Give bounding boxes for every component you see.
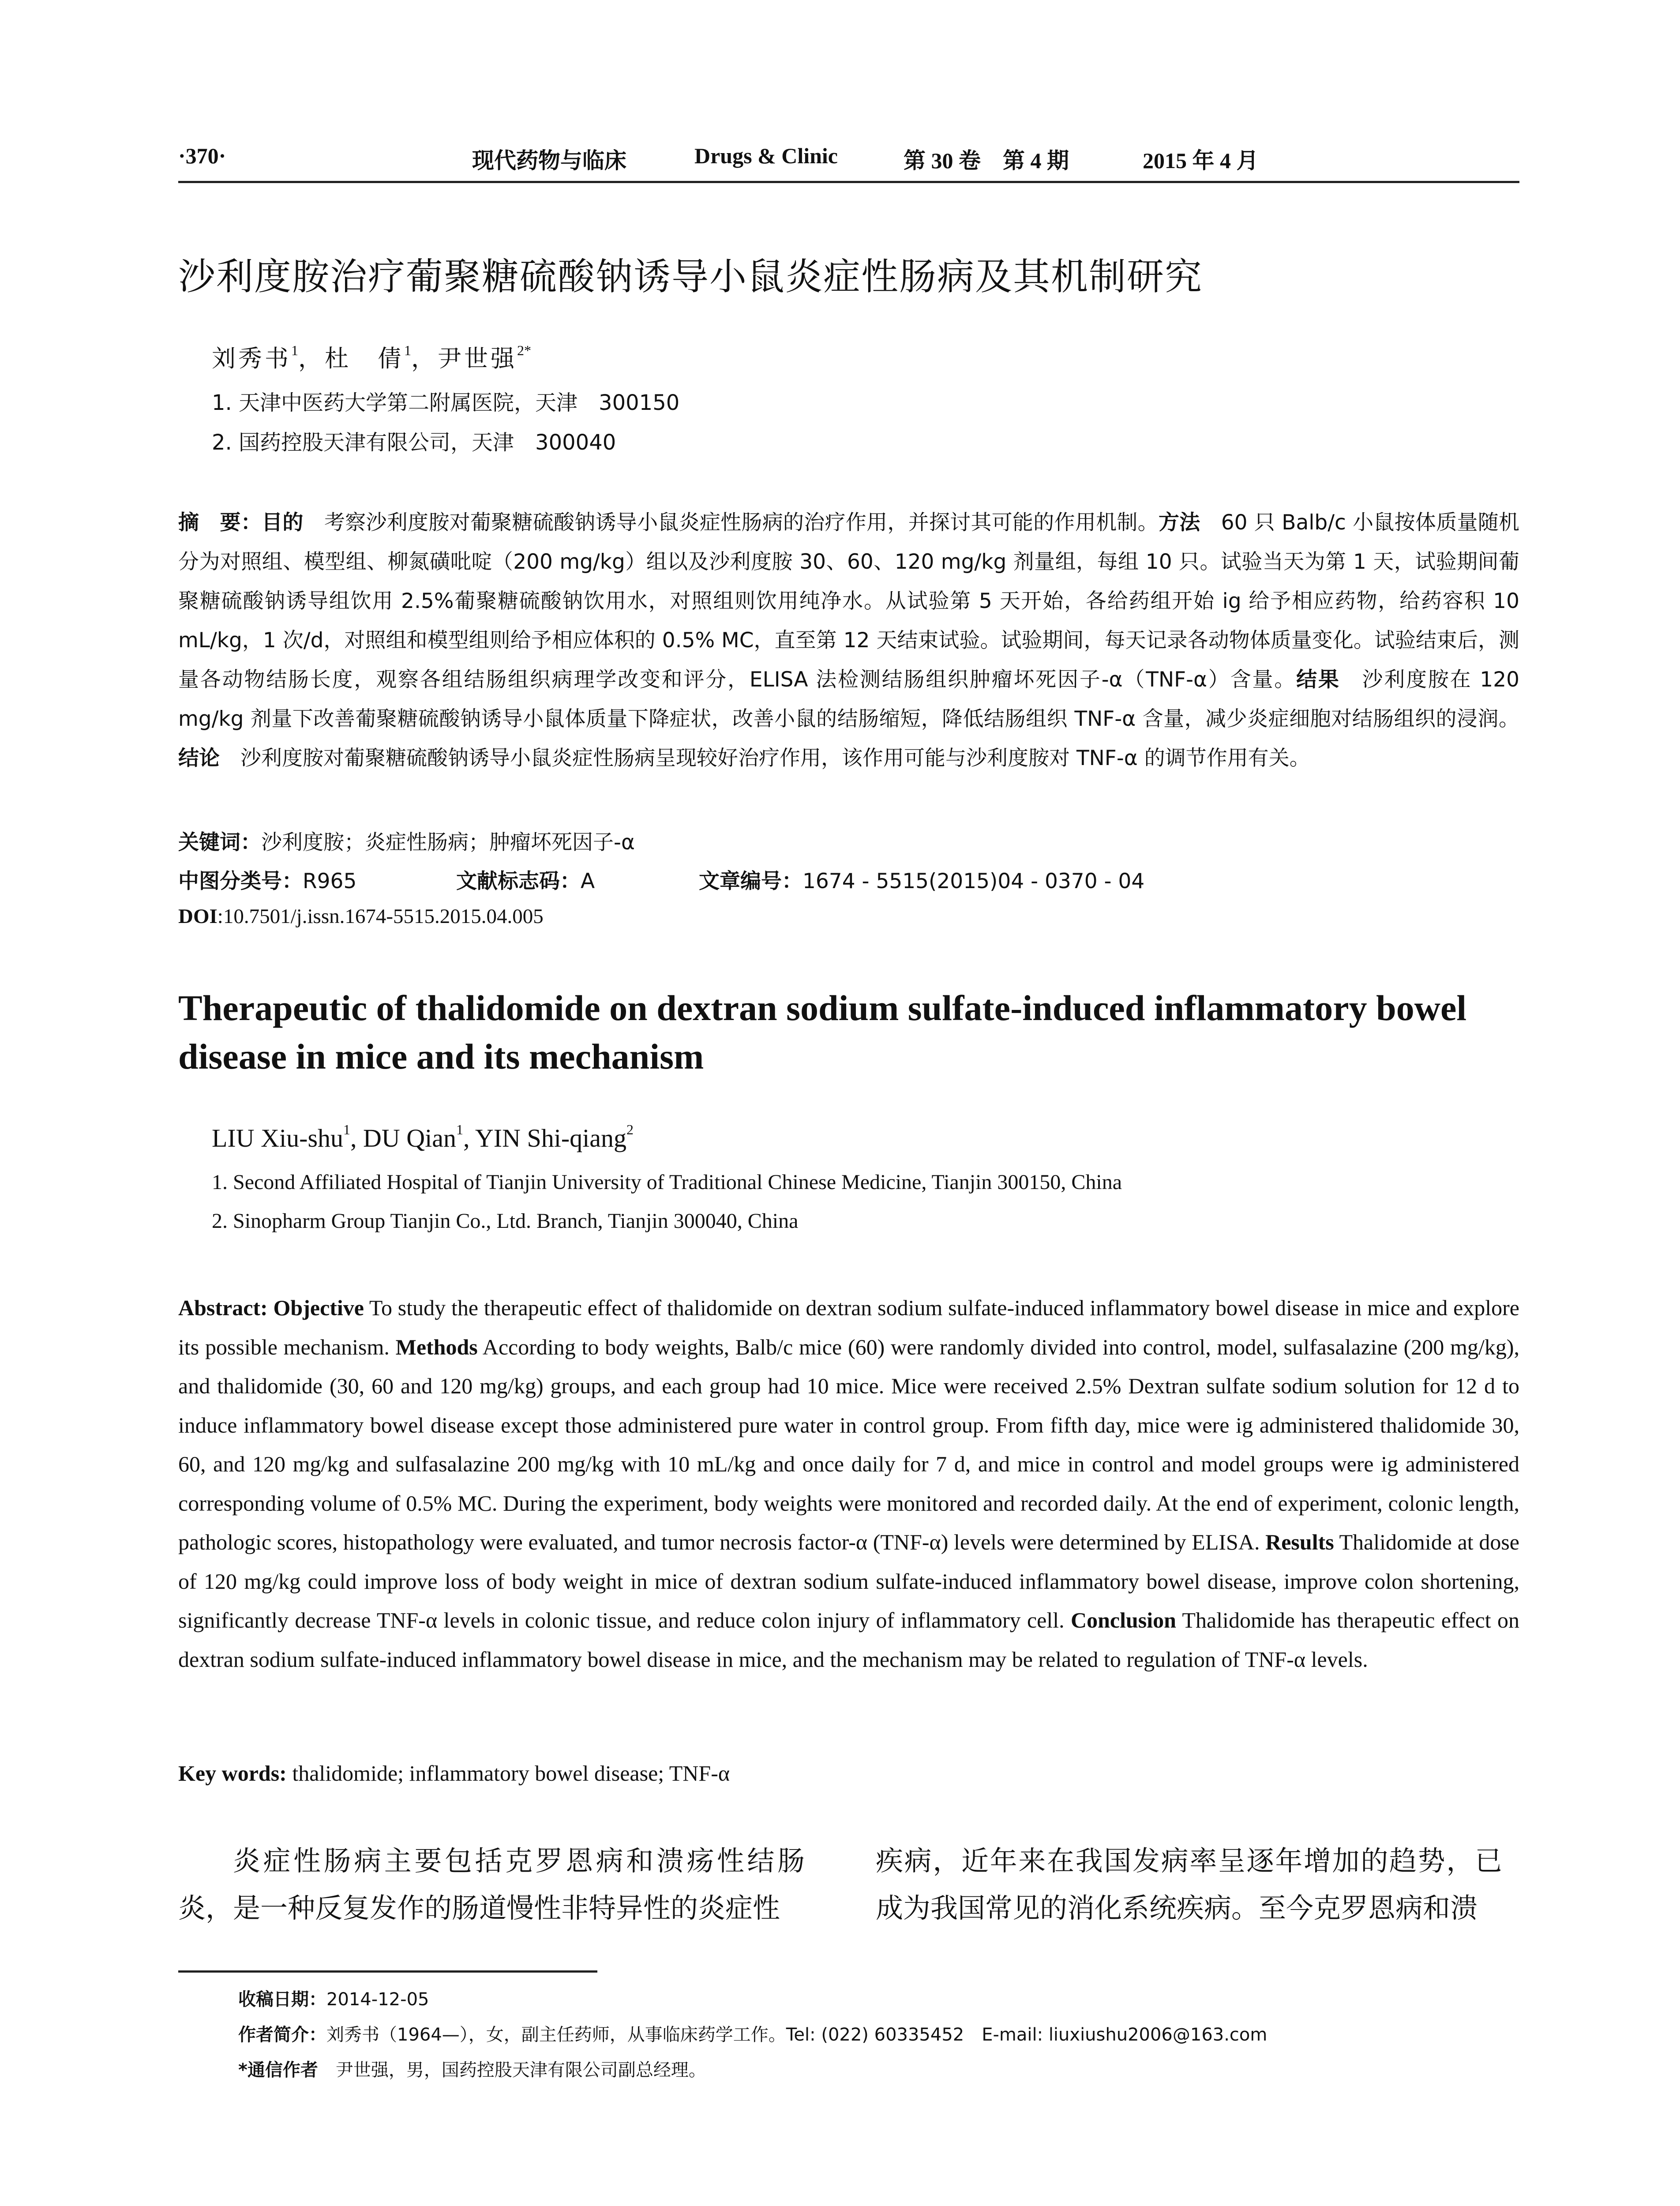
en-authors: LIU Xiu-shu$^1$, DU Qian$^1$, YIN Shi-qiang$^2$	[212, 1122, 634, 1152]
en-keywords	[178, 1760, 730, 1786]
cn-keywords-text: 沙利度胺；炎症性肠病；肿瘤坏死因子-α	[261, 830, 635, 855]
footnote-divider	[178, 1970, 597, 1973]
cn-objective-text: 考察沙利度胺对葡聚糖硫酸钠诱导小鼠炎症性肠病的治疗作用，并探讨其可能的作用机制。	[303, 510, 1159, 535]
cn-affiliation: 1. 天津中医药大学第二附属医院，天津 300150	[212, 390, 680, 415]
doi-label: DOI	[178, 905, 218, 928]
cn-keywords	[178, 826, 635, 855]
cn-author-name: 尹世强	[438, 345, 517, 372]
en-keywords-label: Key words:	[178, 1761, 292, 1786]
en-methods-text: According to body weights, Balb/c mice (60) were randomly divided into control, model, sulfasalazine (200 mg/kg), and thalidomide (30, 60 and 120 mg/kg) groups, and each group had 10 mice. Mice were received 2.5% Dextran sulfate sodium solution for 12 d to induce inflammatory bowel disease except those administered pure water in control group. From fifth day, mice were ig administered thalidomide 30, 60, and 120 mg/kg and sulfasalazine 200 mg/kg with 10 mL/kg and once daily for 7 d, and mice in control and model groups were ig administered corresponding volume of 0.5% MC. During the experiment, body weights were monitored and recorded daily. At the end of experiment, colonic length, pathologic scores, histopathology were evaluated, and tumor necrosis factor-α (TNF-α) levels were determined by ELISA.	[178, 1334, 1519, 1554]
en-methods-label: Methods	[395, 1334, 478, 1359]
footnote-received	[238, 1985, 429, 2011]
cn-results-label: 结果	[1296, 668, 1340, 692]
footnote-corresponding-value: 尹世强，男，国药控股天津有限公司副总经理。	[318, 2060, 706, 2080]
footnote-received-label: 收稿日期：	[238, 1989, 326, 2010]
cn-title: 沙利度胺治疗葡聚糖硫酸钠诱导小鼠炎症性肠病及其机制研究	[178, 255, 1203, 298]
en-author-name: DU Qian	[363, 1124, 457, 1152]
article-no-label: 文章编号：	[699, 869, 802, 893]
en-abstract	[178, 1288, 1519, 1769]
en-affiliation: 1. Second Affiliated Hospital of Tianjin University of Traditional Chinese Medicine, Tianjin 300150, China	[212, 1171, 1122, 1194]
doc-code-label: 文献标志码：	[456, 869, 581, 893]
cn-conclusion-text: 沙利度胺对葡聚糖硫酸钠诱导小鼠炎症性肠病呈现较好治疗作用，该作用可能与沙利度胺对 TNF-α 的调节作用有关。	[220, 746, 1310, 770]
en-author-sup: 2	[626, 1122, 634, 1137]
article-no-value: 1674 - 5515(2015)04 - 0370 - 04	[802, 869, 1145, 893]
cn-conclusion-label: 结论	[178, 746, 220, 770]
issue-date: 2015 年 4 月	[1143, 148, 1259, 173]
cn-methods-label: 方法	[1158, 510, 1200, 535]
doi	[178, 904, 544, 928]
cn-author-sup: 1	[291, 342, 298, 358]
en-objective-label: Objective	[273, 1295, 364, 1320]
cn-affiliation: 2. 国药控股天津有限公司，天津 300040	[212, 430, 616, 455]
en-author-name: YIN Shi-qiang	[475, 1124, 627, 1152]
cn-author-name: 刘秀书	[212, 345, 291, 372]
en-results-label: Results	[1265, 1530, 1334, 1554]
cn-keywords-label: 关键词：	[178, 830, 261, 855]
en-title: Therapeutic of thalidomide on dextran sodium sulfate-induced inflammatory bowel disease in mice and its mechanism	[178, 988, 1467, 1077]
cn-results-text: 沙利度胺在 120 mg/kg 剂量下改善葡聚糖硫酸钠诱导小鼠体质量下降症状，改善小鼠的结肠缩短，降低结肠组织 TNF-α 含量，减少炎症细胞对结肠组织的浸润。	[178, 668, 1519, 731]
en-results-text: Thalidomide at dose of 120 mg/kg could improve loss of body weight in mice of dextran sodium sulfate-induced inflammatory bowel disease, improve colon shortening, significantly decrease TNF-α levels in colonic tissue, and reduce colon injury of inflammatory cell.	[178, 1530, 1519, 1632]
cn-objective-label: 目的	[262, 510, 304, 535]
cn-author-name: 杜 倩	[325, 345, 404, 372]
clc-value: R965	[303, 869, 357, 893]
footnote-corresponding-author	[238, 2056, 706, 2081]
cn-abstract-label: 摘 要：	[178, 510, 262, 535]
en-objective-text: To study the therapeutic effect of thalidomide on dextran sodium sulfate-induced inflammatory bowel disease in mice and explore its possible mechanism.	[178, 1295, 1519, 1359]
cn-classification	[178, 865, 1144, 894]
en-keywords-text: thalidomide; inflammatory bowel disease; TNF-α	[292, 1761, 730, 1786]
cn-methods-text: 60 只 Balb/c 小鼠按体质量随机分为对照组、模型组、柳氮磺吡啶（200 mg/kg）组以及沙利度胺 30、60、120 mg/kg 剂量组，每组 10 只。试验当天为第 1 天，试验期间葡聚糖硫酸钠诱导组饮用 2.5%葡聚糖硫酸钠饮用水，对照组则饮用纯净水。从试验第 5 天开始，各给药组开始 ig 给予相应药物，给药容积 10 mL/kg，1 次/d，对照组和模型组则给予相应体积的 0.5% MC，直至第 12 天结束试验。试验期间，每天记录各动物体质量变化。试验结束后，测量各动物结肠长度，观察各组结肠组织病理学改变和评分，ELISA 法检测结肠组织肿瘤坏死因子-α（TNF-α）含量。	[178, 510, 1519, 692]
footnote-author-label: 作者简介：	[238, 2025, 326, 2045]
cn-author-sup: 2*	[517, 342, 531, 358]
journal-name-cn: 现代药物与临床	[472, 148, 626, 173]
en-author-name: LIU Xiu-shu	[212, 1124, 344, 1152]
cn-authors: 刘秀书$^1$，杜 倩$^1$，尹世强$^{2*}$	[212, 342, 531, 372]
journal-name-en: Drugs & Clinic	[694, 143, 838, 168]
doi-value: :10.7501/j.issn.1674-5515.2015.04.005	[217, 905, 544, 928]
volume-issue: 第 30 卷 第 4 期	[904, 148, 1069, 173]
footnote-author-value: 刘秀书（1964—），女，副主任药师，从事临床药学工作。Tel: (022) 60335452 E-mail: liuxiushu2006@163.com	[326, 2025, 1268, 2045]
cn-author-sup: 1	[404, 342, 411, 358]
running-header	[178, 140, 1519, 183]
en-conclusion-text: Thalidomide has therapeutic effect on dextran sodium sulfate-induced inflammatory bowel disease in mice, and the mechanism may be related to regulation of TNF-α levels.	[178, 1608, 1519, 1672]
footnote-author-bio	[238, 2021, 1267, 2046]
footnote-received-value: 2014-12-05	[326, 1989, 429, 2010]
body-text-right-column: 疾病，近年来在我国发病率呈逐年增加的趋势，已成为我国常见的消化系统疾病。至今克罗恩病和溃	[876, 1846, 1502, 1924]
en-abstract-label: Abstract:	[178, 1295, 274, 1320]
en-author-sup: 1	[456, 1122, 464, 1137]
clc-label: 中图分类号：	[178, 869, 303, 893]
body-text-left-column: 炎症性肠病主要包括克罗恩病和溃疡性结肠炎，是一种反复发作的肠道慢性非特异性的炎症性	[178, 1846, 805, 1924]
cn-abstract	[178, 503, 1519, 819]
page-number: ·370·	[178, 143, 226, 168]
en-affiliation: 2. Sinopharm Group Tianjin Co., Ltd. Branch, Tianjin 300040, China	[212, 1209, 799, 1233]
footnote-corresponding-label: *通信作者	[238, 2060, 318, 2080]
en-author-sup: 1	[343, 1122, 351, 1137]
en-conclusion-label: Conclusion	[1071, 1608, 1176, 1632]
doc-code-value: A	[581, 869, 595, 893]
